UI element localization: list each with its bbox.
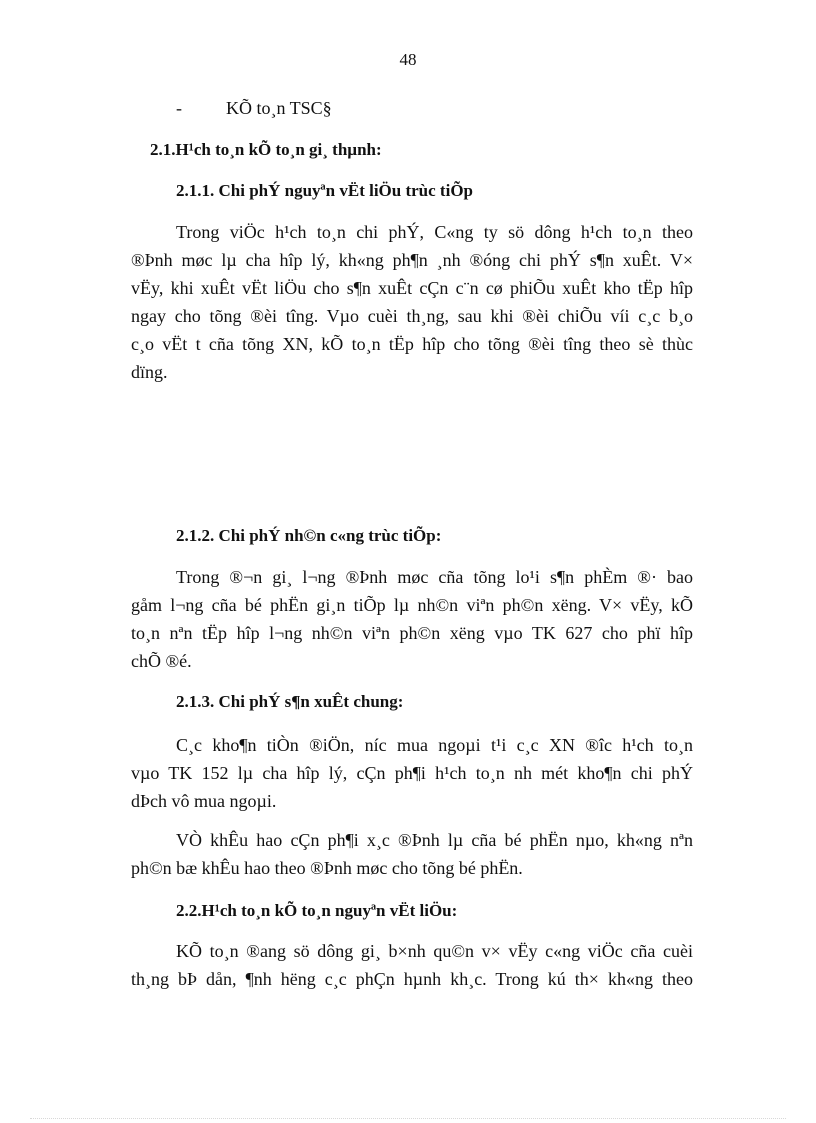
section-2-1-3-paragraph-1: [131, 731, 693, 815]
paragraph-line: KÕ to¸n ®ang sö dông gi¸ b×nh qu©n v× vËy c«ng viÖc cña cuèi: [176, 941, 693, 961]
section-2-1-3-heading: 2.1.3. Chi phÝ s¶n xuÊt chung:: [176, 692, 404, 711]
paragraph-line: VÒ khÊu hao cÇn ph¶i x¸c ®Þnh lµ cña bé phËn nµo, kh«ng nªn: [176, 830, 693, 850]
paragraph-line: vµo TK 152 lµ cha hîp lý, cÇn ph¶i h¹ch to¸n nh mét kho¶n chi phÝ: [131, 763, 693, 783]
paragraph-line: chÕ ®é.: [131, 651, 192, 671]
paragraph-line: Trong ®¬n gi¸ l¬ng ®Þnh møc cña tõng lo¹i s¶n phÈm ®· bao: [176, 567, 693, 587]
paragraph-line: Trong viÖc h¹ch to¸n chi phÝ, C«ng ty sö dông h¹ch to¸n theo: [176, 222, 693, 242]
paragraph-line: gåm l¬ng cña bé phËn gi¸n tiÕp lµ nh©n viªn ph©n xëng. V× vËy, kÕ: [131, 595, 693, 615]
paragraph-line: c¸o vËt t cña tõng XN, kÕ to¸n tËp hîp cho tõng ®èi tîng theo sè thùc: [131, 334, 693, 354]
section-2-2-paragraph: [131, 937, 693, 993]
page-bottom-rule: [30, 1118, 786, 1119]
paragraph-line: dÞch vô mua ngoµi.: [131, 791, 277, 811]
paragraph-line: to¸n nªn tËp hîp l¬ng nh©n viªn ph©n xëng vµo TK 627 cho phï hîp: [131, 623, 693, 643]
bullet-item-text: KÕ to¸n TSC§: [226, 98, 332, 118]
paragraph-line: C¸c kho¶n tiÒn ®iÖn, níc mua ngoµi t¹i c¸c XN ®îc h¹ch to¸n: [176, 735, 693, 755]
section-2-1-1-heading: 2.1.1. Chi phÝ nguyªn vËt liÖu trùc tiÕp: [176, 181, 473, 200]
paragraph-line: vËy, khi xuÊt vËt liÖu cho s¶n xuÊt cÇn c¨n cø phiÕu xuÊt kho tËp hîp: [131, 278, 693, 298]
bullet-dash: -: [176, 98, 182, 118]
section-2-1-2-heading: 2.1.2. Chi phÝ nh©n c«ng trùc tiÕp:: [176, 526, 442, 545]
paragraph-line: ph©n bæ khÊu hao theo ®Þnh møc cho tõng bé phËn.: [131, 858, 523, 878]
section-2-1-2-paragraph: [131, 563, 693, 675]
paragraph-line: th¸ng bÞ dån, ¶nh hëng c¸c phÇn hµnh kh¸c. Trong kú th× kh«ng theo: [131, 969, 693, 989]
section-2-1-1-paragraph: [131, 218, 693, 386]
section-2-2-heading: 2.2.H¹ch to¸n kÕ to¸n nguyªn vËt liÖu:: [176, 901, 458, 920]
paragraph-line: ®Þnh møc lµ cha hîp lý, kh«ng ph¶n ¸nh ®óng chi phÝ s¶n xuÊt. V×: [131, 250, 693, 270]
section-2-1-heading: 2.1.H¹ch to¸n kÕ to¸n gi¸ thµnh:: [150, 140, 382, 159]
paragraph-line: dïng.: [131, 362, 168, 382]
page-number: 48: [399, 50, 417, 69]
section-2-1-3-paragraph-2: [131, 826, 693, 882]
paragraph-line: ngay cho tõng ®èi tîng. Vµo cuèi th¸ng, sau khi ®èi chiÕu víi c¸c b¸o: [131, 306, 693, 326]
